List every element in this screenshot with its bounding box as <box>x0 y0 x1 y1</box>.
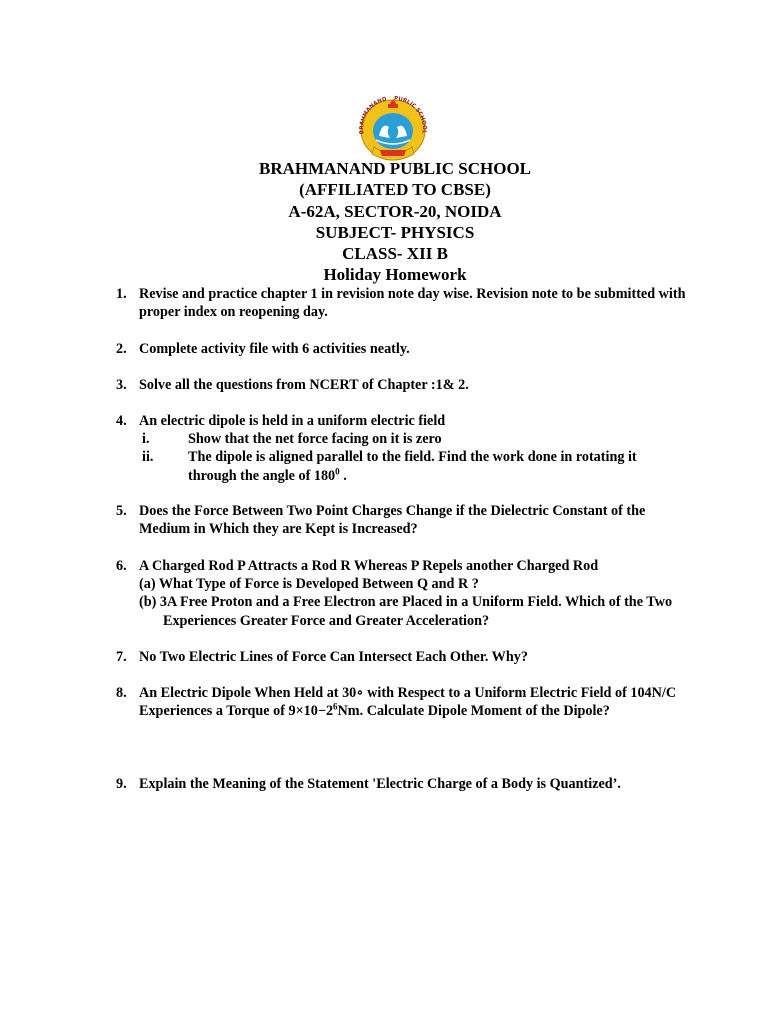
question-text: An Electric Dipole When Held at 30∘ with Respect to a Uniform Electric Field of 104N/C Experiences a Torque of $9\times 10-2^6Nm$. Calculate Dipole Moment of the Dipole? <box>139 685 677 720</box>
question-text: Solve all the questions from NCERT of Chapter :1& 2. <box>139 377 469 393</box>
subquestion-number: i. <box>142 431 150 448</box>
subquestion-label: (a) <box>139 576 156 593</box>
question-text: A Charged Rod P Attracts a Rod R Whereas P Repels another Charged Rod <box>139 558 599 574</box>
document-header <box>0 158 768 286</box>
question-number: 6. <box>116 558 127 574</box>
document-title: Holiday Homework <box>323 265 467 285</box>
question-number: 7. <box>116 649 127 665</box>
subject-line: SUBJECT- PHYSICS <box>315 222 475 242</box>
school-address: A-62A, SECTOR-20, NOIDA <box>288 201 502 221</box>
question-number: 4. <box>116 413 127 429</box>
question-number: 9. <box>116 776 127 792</box>
question-text: No Two Electric Lines of Force Can Intersect Each Other. Why? <box>139 649 528 665</box>
class-line: CLASS- XII B <box>342 244 448 264</box>
question-2 <box>116 340 686 358</box>
question-4 <box>116 412 686 485</box>
question-number: 2. <box>116 341 127 357</box>
question-1 <box>116 285 686 321</box>
affiliation: (AFFILIATED TO CBSE) <box>299 180 491 200</box>
subquestion-a <box>139 575 686 593</box>
question-number: 8. <box>116 685 127 701</box>
question-text: An electric dipole is held in a uniform electric field <box>139 413 446 429</box>
question-text: Explain the Meaning of the Statement 'Electric Charge of a Body is Quantized’. <box>139 776 621 792</box>
question-text: Complete activity file with 6 activities neatly. <box>139 341 410 357</box>
subquestion-b <box>139 593 686 629</box>
svg-text:BRAHMANAND: BRAHMANAND <box>359 96 388 135</box>
subquestion-text: The dipole is aligned parallel to the field. Find the work done in rotating it through the angle of $180^0$ . <box>188 449 637 484</box>
question-9 <box>116 775 686 793</box>
subquestion-text: 3A Free Proton and a Free Electron are Placed in a Uniform Field. Which of the Two Experiences Greater Force and Greater Acceleration? <box>159 594 673 629</box>
subquestion-text: Show that the net force facing on it is zero <box>188 431 442 448</box>
question-6 <box>116 557 686 630</box>
question-number: 5. <box>116 503 127 519</box>
question-number: 1. <box>116 286 127 302</box>
question-7 <box>116 648 686 666</box>
question-3 <box>116 376 686 394</box>
school-logo <box>352 92 434 164</box>
school-name: BRAHMANAND PUBLIC SCHOOL <box>258 159 532 178</box>
subquestion-label: (b) <box>139 594 157 611</box>
subquestion-i <box>139 430 686 448</box>
subquestion-ii <box>139 448 686 484</box>
subquestion-number: ii. <box>142 449 154 466</box>
svg-text:PUBLIC SCHOOL: PUBLIC SCHOOL <box>393 95 427 134</box>
question-number: 3. <box>116 377 127 393</box>
question-text: Revise and practice chapter 1 in revision note day wise. Revision note to be submitted with proper index on reopening day. <box>139 286 686 321</box>
question-text: Does the Force Between Two Point Charges Change if the Dielectric Constant of the Medium in Which they are Kept is Increased? <box>139 503 646 538</box>
subquestion-text: What Type of Force is Developed Between Q and R ? <box>158 576 479 593</box>
question-8 <box>116 684 686 720</box>
question-5 <box>116 502 686 538</box>
